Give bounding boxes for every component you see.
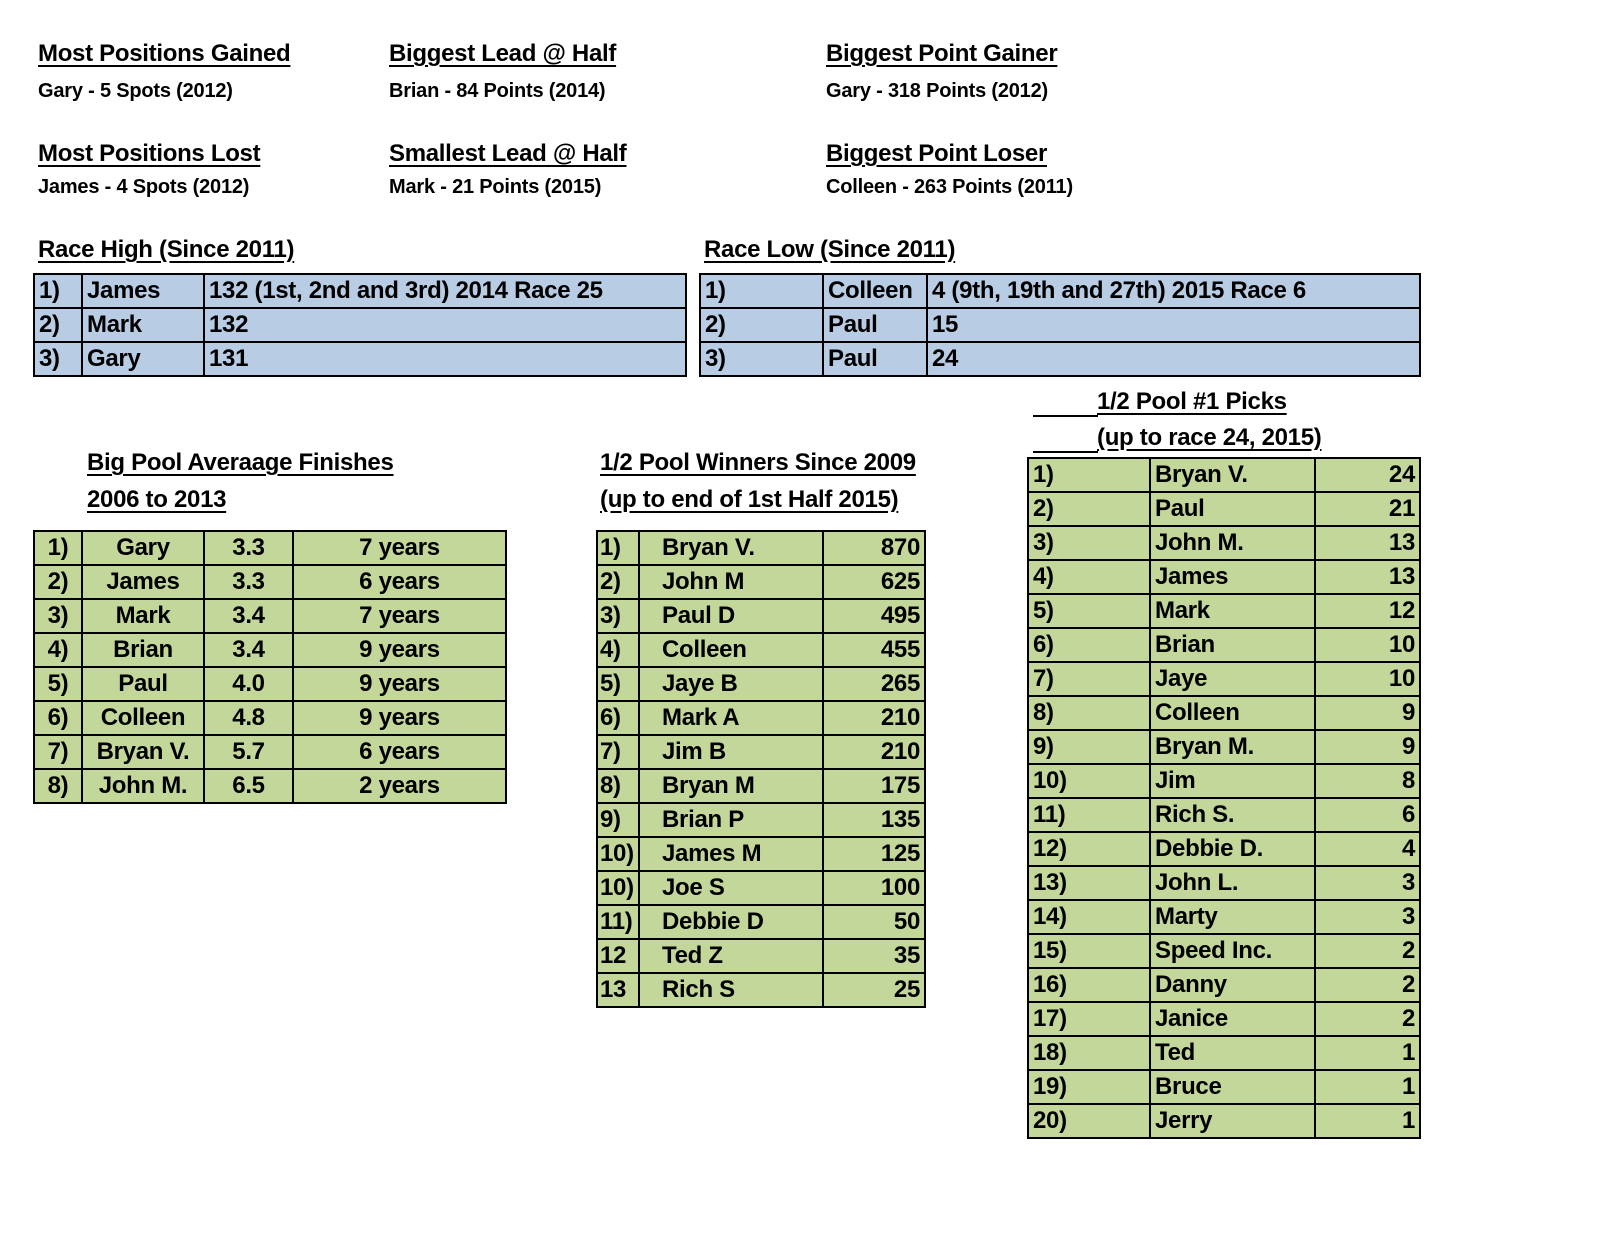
count-cell: 1 <box>1315 1104 1420 1138</box>
race-low-title: Race Low (Since 2011) <box>704 236 956 263</box>
years-cell: 2 years <box>293 769 506 803</box>
score-cell: 24 <box>927 342 1420 376</box>
table-row <box>1028 900 1420 934</box>
rank-cell: 2) <box>700 308 823 342</box>
table-row <box>597 667 925 701</box>
rank-cell: 4) <box>34 633 82 667</box>
rank-cell: 8) <box>1028 696 1150 730</box>
amount-cell: 495 <box>823 599 925 633</box>
rank-cell: 20) <box>1028 1104 1150 1138</box>
record-title-most-positions-gained: Most Positions Gained <box>38 40 291 67</box>
rank-cell: 6) <box>1028 628 1150 662</box>
name-cell: John M. <box>1150 526 1315 560</box>
half-pool-picks-title-line2: (up to race 24, 2015) <box>1097 424 1322 451</box>
rank-cell: 5) <box>34 667 82 701</box>
rank-cell: 2) <box>34 308 82 342</box>
record-value-most-positions-lost: James - 4 Spots (2012) <box>38 176 250 198</box>
rank-cell: 11) <box>597 905 639 939</box>
count-cell: 13 <box>1315 560 1420 594</box>
title-underline-spacer <box>1033 415 1098 417</box>
table-row <box>34 308 686 342</box>
race-low-table <box>699 273 1421 377</box>
table-row <box>34 667 506 701</box>
table-row <box>1028 1104 1420 1138</box>
table-row <box>597 565 925 599</box>
name-cell: Colleen <box>1150 696 1315 730</box>
rank-cell: 3) <box>34 342 82 376</box>
name-cell: John L. <box>1150 866 1315 900</box>
count-cell: 13 <box>1315 526 1420 560</box>
record-value-biggest-point-gainer: Gary - 318 Points (2012) <box>826 80 1048 102</box>
name-cell: Bryan V. <box>1150 458 1315 492</box>
amount-cell: 455 <box>823 633 925 667</box>
race-high-title: Race High (Since 2011) <box>38 236 295 263</box>
name-cell: Debbie D. <box>1150 832 1315 866</box>
name-cell: Mark <box>82 308 204 342</box>
rank-cell: 3) <box>34 599 82 633</box>
record-title-smallest-lead-half: Smallest Lead @ Half <box>389 140 627 167</box>
rank-cell: 9) <box>597 803 639 837</box>
big-pool-avg-title-line1: Big Pool Averaage Finishes <box>87 449 394 476</box>
count-cell: 2 <box>1315 934 1420 968</box>
table-row <box>597 735 925 769</box>
record-title-biggest-point-loser: Biggest Point Loser <box>826 140 1047 167</box>
name-cell: Colleen <box>82 701 204 735</box>
name-cell: Gary <box>82 342 204 376</box>
amount-cell: 265 <box>823 667 925 701</box>
rank-cell: 15) <box>1028 934 1150 968</box>
rank-cell: 6) <box>597 701 639 735</box>
rank-cell: 7) <box>34 735 82 769</box>
years-cell: 6 years <box>293 735 506 769</box>
amount-cell: 35 <box>823 939 925 973</box>
name-cell: Brian <box>1150 628 1315 662</box>
table-row <box>34 531 506 565</box>
average-cell: 6.5 <box>204 769 293 803</box>
count-cell: 3 <box>1315 900 1420 934</box>
table-row <box>597 837 925 871</box>
rank-cell: 4) <box>1028 560 1150 594</box>
rank-cell: 19) <box>1028 1070 1150 1104</box>
amount-cell: 100 <box>823 871 925 905</box>
table-row <box>1028 560 1420 594</box>
rank-cell: 17) <box>1028 1002 1150 1036</box>
table-row <box>1028 662 1420 696</box>
table-row <box>700 274 1420 308</box>
half-pool-picks-table <box>1027 457 1421 1139</box>
name-cell: Ted <box>1150 1036 1315 1070</box>
rank-cell: 2) <box>34 565 82 599</box>
name-cell: James <box>82 565 204 599</box>
name-cell: Colleen <box>823 274 927 308</box>
name-cell: Colleen <box>639 633 823 667</box>
amount-cell: 625 <box>823 565 925 599</box>
name-cell: Paul <box>823 308 927 342</box>
count-cell: 9 <box>1315 696 1420 730</box>
name-cell: Bruce <box>1150 1070 1315 1104</box>
count-cell: 2 <box>1315 968 1420 1002</box>
amount-cell: 25 <box>823 973 925 1007</box>
rank-cell: 2) <box>597 565 639 599</box>
amount-cell: 50 <box>823 905 925 939</box>
table-row <box>597 531 925 565</box>
name-cell: Bryan V. <box>82 735 204 769</box>
name-cell: James M <box>639 837 823 871</box>
name-cell: Marty <box>1150 900 1315 934</box>
table-row <box>1028 458 1420 492</box>
count-cell: 4 <box>1315 832 1420 866</box>
table-row <box>34 274 686 308</box>
rank-cell: 5) <box>1028 594 1150 628</box>
count-cell: 1 <box>1315 1070 1420 1104</box>
years-cell: 9 years <box>293 667 506 701</box>
score-cell: 4 (9th, 19th and 27th) 2015 Race 6 <box>927 274 1420 308</box>
years-cell: 6 years <box>293 565 506 599</box>
name-cell: Janice <box>1150 1002 1315 1036</box>
table-row <box>1028 1036 1420 1070</box>
score-cell: 132 (1st, 2nd and 3rd) 2014 Race 25 <box>204 274 686 308</box>
rank-cell: 1) <box>597 531 639 565</box>
table-row <box>1028 968 1420 1002</box>
table-row <box>1028 866 1420 900</box>
big-pool-avg-title-line2: 2006 to 2013 <box>87 486 227 513</box>
score-cell: 15 <box>927 308 1420 342</box>
table-row <box>34 735 506 769</box>
average-cell: 4.8 <box>204 701 293 735</box>
count-cell: 21 <box>1315 492 1420 526</box>
rank-cell: 3) <box>700 342 823 376</box>
count-cell: 8 <box>1315 764 1420 798</box>
half-pool-winners-title-line2: (up to end of 1st Half 2015) <box>600 486 899 513</box>
table-row <box>34 769 506 803</box>
name-cell: Danny <box>1150 968 1315 1002</box>
name-cell: Paul <box>823 342 927 376</box>
amount-cell: 175 <box>823 769 925 803</box>
rank-cell: 12) <box>1028 832 1150 866</box>
count-cell: 10 <box>1315 662 1420 696</box>
name-cell: Mark <box>1150 594 1315 628</box>
count-cell: 24 <box>1315 458 1420 492</box>
record-value-smallest-lead-half: Mark - 21 Points (2015) <box>389 176 602 198</box>
rank-cell: 7) <box>1028 662 1150 696</box>
count-cell: 3 <box>1315 866 1420 900</box>
rank-cell: 1) <box>700 274 823 308</box>
score-cell: 132 <box>204 308 686 342</box>
table-row <box>597 803 925 837</box>
average-cell: 4.0 <box>204 667 293 701</box>
rank-cell: 10) <box>1028 764 1150 798</box>
table-row <box>597 599 925 633</box>
name-cell: Bryan V. <box>639 531 823 565</box>
table-row <box>1028 1070 1420 1104</box>
count-cell: 6 <box>1315 798 1420 832</box>
name-cell: Jerry <box>1150 1104 1315 1138</box>
table-row <box>1028 934 1420 968</box>
name-cell: Speed Inc. <box>1150 934 1315 968</box>
name-cell: Joe S <box>639 871 823 905</box>
name-cell: James <box>1150 560 1315 594</box>
table-row <box>34 342 686 376</box>
amount-cell: 870 <box>823 531 925 565</box>
rank-cell: 13 <box>597 973 639 1007</box>
record-title-biggest-lead-half: Biggest Lead @ Half <box>389 40 617 67</box>
score-cell: 131 <box>204 342 686 376</box>
table-row <box>597 939 925 973</box>
name-cell: Paul D <box>639 599 823 633</box>
average-cell: 3.4 <box>204 633 293 667</box>
title-underline-spacer <box>1033 451 1098 453</box>
table-row <box>597 701 925 735</box>
rank-cell: 4) <box>597 633 639 667</box>
amount-cell: 135 <box>823 803 925 837</box>
amount-cell: 210 <box>823 735 925 769</box>
amount-cell: 210 <box>823 701 925 735</box>
rank-cell: 10) <box>597 837 639 871</box>
rank-cell: 10) <box>597 871 639 905</box>
years-cell: 9 years <box>293 701 506 735</box>
name-cell: John M <box>639 565 823 599</box>
name-cell: Mark A <box>639 701 823 735</box>
count-cell: 12 <box>1315 594 1420 628</box>
race-high-table <box>33 273 687 377</box>
name-cell: Jaye <box>1150 662 1315 696</box>
table-row <box>34 565 506 599</box>
rank-cell: 13) <box>1028 866 1150 900</box>
table-row <box>1028 628 1420 662</box>
big-pool-avg-table <box>33 530 507 804</box>
record-title-most-positions-lost: Most Positions Lost <box>38 140 261 167</box>
rank-cell: 11) <box>1028 798 1150 832</box>
table-row <box>34 633 506 667</box>
years-cell: 7 years <box>293 599 506 633</box>
table-row <box>597 871 925 905</box>
name-cell: Brian <box>82 633 204 667</box>
name-cell: Mark <box>82 599 204 633</box>
count-cell: 2 <box>1315 1002 1420 1036</box>
name-cell: Rich S <box>639 973 823 1007</box>
name-cell: James <box>82 274 204 308</box>
table-row <box>1028 1002 1420 1036</box>
table-row <box>1028 492 1420 526</box>
table-row <box>597 973 925 1007</box>
table-row <box>1028 764 1420 798</box>
table-row <box>597 633 925 667</box>
table-row <box>597 905 925 939</box>
years-cell: 9 years <box>293 633 506 667</box>
rank-cell: 3) <box>1028 526 1150 560</box>
rank-cell: 8) <box>597 769 639 803</box>
name-cell: Paul <box>1150 492 1315 526</box>
table-row <box>34 701 506 735</box>
name-cell: Ted Z <box>639 939 823 973</box>
years-cell: 7 years <box>293 531 506 565</box>
table-row <box>1028 798 1420 832</box>
name-cell: Jaye B <box>639 667 823 701</box>
table-row <box>700 308 1420 342</box>
table-row <box>1028 730 1420 764</box>
rank-cell: 18) <box>1028 1036 1150 1070</box>
name-cell: Bryan M <box>639 769 823 803</box>
count-cell: 9 <box>1315 730 1420 764</box>
rank-cell: 9) <box>1028 730 1150 764</box>
rank-cell: 2) <box>1028 492 1150 526</box>
count-cell: 10 <box>1315 628 1420 662</box>
record-value-biggest-lead-half: Brian - 84 Points (2014) <box>389 80 606 102</box>
rank-cell: 12 <box>597 939 639 973</box>
amount-cell: 125 <box>823 837 925 871</box>
average-cell: 3.4 <box>204 599 293 633</box>
rank-cell: 3) <box>597 599 639 633</box>
table-row <box>1028 696 1420 730</box>
count-cell: 1 <box>1315 1036 1420 1070</box>
name-cell: Rich S. <box>1150 798 1315 832</box>
half-pool-winners-title-line1: 1/2 Pool Winners Since 2009 <box>600 449 916 476</box>
rank-cell: 1) <box>34 531 82 565</box>
rank-cell: 5) <box>597 667 639 701</box>
rank-cell: 7) <box>597 735 639 769</box>
record-value-biggest-point-loser: Colleen - 263 Points (2011) <box>826 176 1073 198</box>
name-cell: Jim <box>1150 764 1315 798</box>
name-cell: Debbie D <box>639 905 823 939</box>
rank-cell: 14) <box>1028 900 1150 934</box>
table-row <box>1028 594 1420 628</box>
name-cell: Brian P <box>639 803 823 837</box>
name-cell: John M. <box>82 769 204 803</box>
name-cell: Paul <box>82 667 204 701</box>
average-cell: 3.3 <box>204 531 293 565</box>
record-title-biggest-point-gainer: Biggest Point Gainer <box>826 40 1058 67</box>
rank-cell: 16) <box>1028 968 1150 1002</box>
table-row <box>597 769 925 803</box>
name-cell: Bryan M. <box>1150 730 1315 764</box>
table-row <box>1028 526 1420 560</box>
name-cell: Jim B <box>639 735 823 769</box>
rank-cell: 1) <box>34 274 82 308</box>
table-row <box>700 342 1420 376</box>
name-cell: Gary <box>82 531 204 565</box>
half-pool-winners-table <box>596 530 926 1008</box>
rank-cell: 6) <box>34 701 82 735</box>
table-row <box>34 599 506 633</box>
table-row <box>1028 832 1420 866</box>
average-cell: 3.3 <box>204 565 293 599</box>
rank-cell: 8) <box>34 769 82 803</box>
rank-cell: 1) <box>1028 458 1150 492</box>
average-cell: 5.7 <box>204 735 293 769</box>
record-value-most-positions-gained: Gary - 5 Spots (2012) <box>38 80 233 102</box>
half-pool-picks-title-line1: 1/2 Pool #1 Picks <box>1097 388 1287 415</box>
